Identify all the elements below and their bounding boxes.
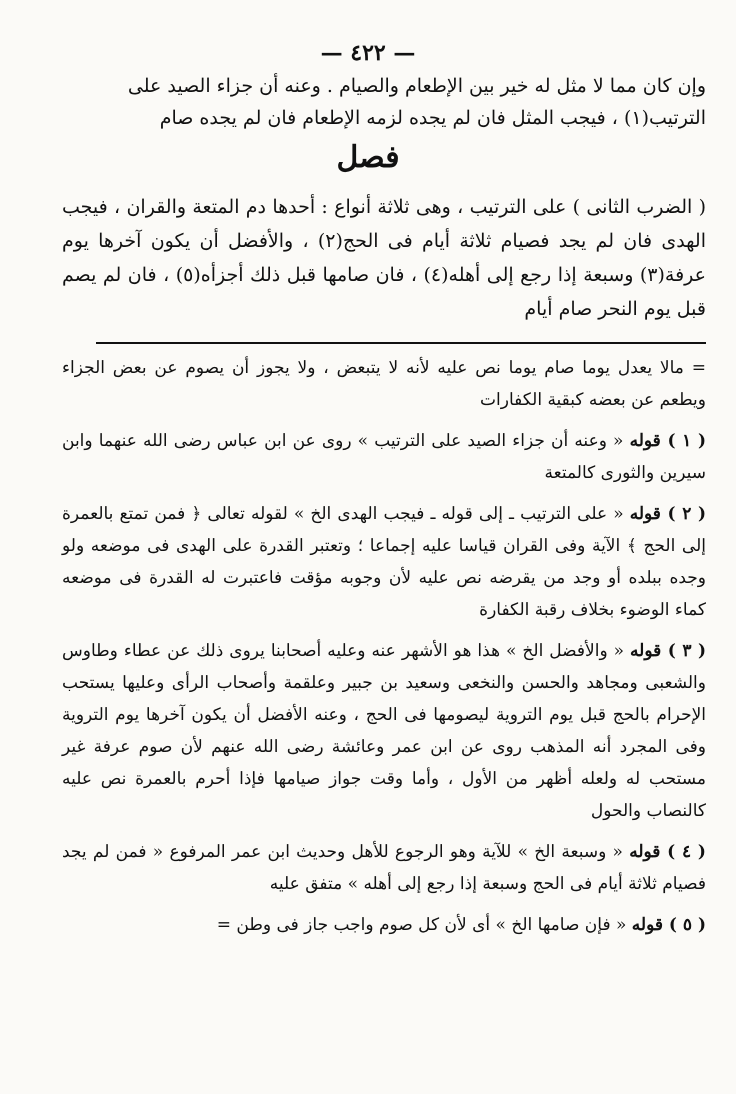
footnote-label: ( ٣ ) قوله bbox=[630, 641, 707, 661]
footnote bbox=[62, 836, 706, 900]
section-heading: فصل bbox=[336, 140, 400, 175]
footnote-label: ( ٥ ) قوله bbox=[631, 915, 706, 935]
footnote bbox=[62, 635, 706, 827]
footnote-label: ( ١ ) قوله bbox=[629, 431, 707, 451]
footnote-label: ( ٤ ) قوله bbox=[629, 842, 706, 862]
footnote-text: « فإن صامها الخ » أى لأن كل صوم واجب جاز فى وطن = bbox=[216, 915, 627, 935]
main-text-top bbox=[62, 70, 706, 134]
main-text-body: ( الضرب الثانى ) على الترتيب ، وهى ثلاثة أنواع : أحدها دم المتعة والقران ، فيجب الهدى فان لم يجد فصيام ثلاثة أيام فى الحج(٢) ، والأفضل أن يكون آخرها يوم عرفة(٣) وسبعة إذا رجع إلى أهله(٤) ، فان صامها قبل ذلك أجزأه(٥) ، فان لم يصم قبل يوم النحر صام أيام bbox=[62, 196, 707, 320]
footnote-continuation bbox=[62, 352, 706, 416]
footnote bbox=[62, 498, 706, 626]
footnote bbox=[62, 909, 706, 941]
footnote-text: « والأفضل الخ » هذا هو الأشهر عنه وعليه أصحابنا يروى ذلك عن عطاء وطاوس والشعبى ومجاهد والحسن والنخعى وسعيد بن جبير وعلقمة وأصحاب الرأى وعليها يستحب الإحرام بالحج قبل يوم التروية ليصومها فى الحج ، وعنه الأفضل أن يكون آخرها يوم التروية وفى المجرد أنه المذهب روى عن ابن عمر وعائشة رضى الله عنهم لأن صوم عرفة غير مستحب له ولعله أظهر من الأول ، وأما وقت جواز صيامها فإذا أحرم بالعمرة نص عليه كالنصاب والحول bbox=[62, 641, 706, 821]
page-number: — ٤٢٢ — bbox=[320, 40, 416, 66]
footnote-text: = مالا يعدل يوما صام يوما نص عليه لأنه لا يتبعض ، ولا يجوز أن يصوم عن بعض الجزاء ويطعم عن بعضه كبقية الكفارات bbox=[62, 358, 706, 410]
text-line: الترتيب(١) ، فيجب المثل فان لم يجده لزمه الإطعام فان لم يجده صام bbox=[159, 107, 706, 129]
footnote-divider bbox=[96, 342, 706, 344]
footnote bbox=[62, 425, 706, 489]
footnote-text: « وسبعة الخ » للآية وهو الرجوع للأهل وحديث ابن عمر المرفوع « فمن لم يجد فصيام ثلاثة أيام فى الحج وسبعة إذا رجع إلى أهله » متفق عليه bbox=[62, 842, 706, 894]
footnote-label: ( ٢ ) قوله bbox=[629, 504, 707, 524]
footnote-text: « وعنه أن جزاء الصيد على الترتيب » روى عن ابن عباس رضى الله عنهما وابن سيرين والثورى كالمتعة bbox=[62, 431, 706, 483]
footnotes bbox=[62, 352, 706, 950]
footnote-text: « على الترتيب ـ إلى قوله ـ فيجب الهدى الخ » لقوله تعالى ﴿ فمن تمتع بالعمرة إلى الحج ﴾ الآية وفى القران قياسا عليه إجماعا ؛ وتعتبر القدرة على الهدى فى موضعه ولو وجده ببلده أو وجد من يقرضه نص عليه لأن وجوبه مؤقت فاعتبرت له القدرة فى موضعه كماء الوضوء بخلاف رقبة الكفارة bbox=[62, 504, 706, 620]
text-line: وإن كان مما لا مثل له خير بين الإطعام والصيام . وعنه أن جزاء الصيد على bbox=[127, 75, 706, 97]
